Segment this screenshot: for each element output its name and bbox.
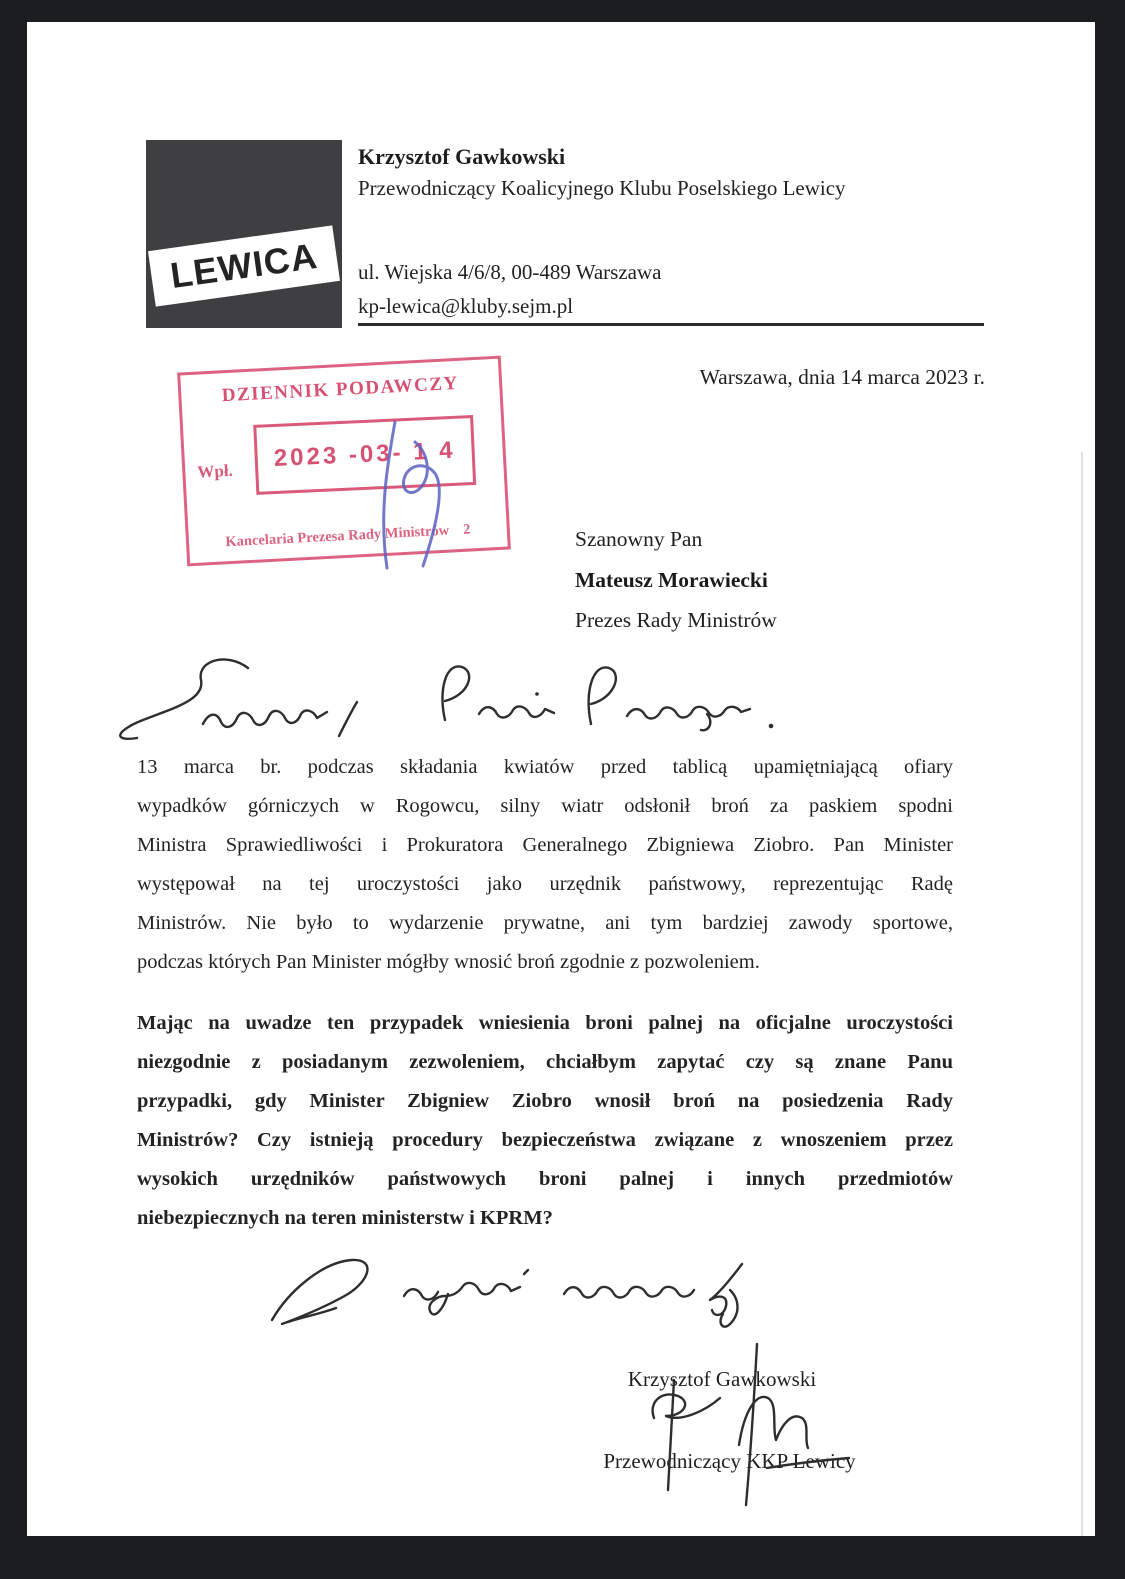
sender-email: kp-lewica@kluby.sejm.pl [358,294,574,318]
body-line: niebezpiecznych na teren ministerstw i KPRM? [137,1207,553,1229]
stamp-copy-number: 2 [462,521,471,538]
body-line: Mając na uwadze ten przypadek wniesienia broni palnej na oficjalne uroczystości [137,1012,953,1034]
body-line: podczas których Pan Minister mógłby wnosić broń zgodnie z pozwoleniem. [137,951,760,973]
stamp-office: Kancelaria Prezesa Rady Ministrów [225,522,450,551]
stamp-received-label: Wpł. [196,460,234,482]
sender-title: Przewodniczący Koalicyjnego Klubu Poselskiego Lewicy [358,176,846,200]
body-line: wysokich urzędników państwowych broni palnej i innych przedmiotów [137,1168,953,1190]
stamp-paraph-ink [357,418,452,573]
body-line: Ministrów? Czy istnieją procedury bezpieczeństwa związane z wnoszeniem przez [137,1129,953,1151]
body-paragraph-2 [137,1004,953,1238]
handwritten-closing [262,1250,792,1345]
stamp-received-date: 2023 -03- 1 4 [273,436,457,473]
body-line: Ministrów. Nie było to wydarzenie prywatne, ani tym bardziej zawody sportowe, [137,912,953,934]
lewica-logo [146,140,342,328]
letterhead-divider [358,323,984,326]
registry-stamp [177,356,511,567]
recipient-name: Mateusz Morawiecki [575,568,768,592]
lewica-logo-text: LEWICA [167,234,321,297]
handwritten-signature [617,1340,852,1532]
signature-title: Przewodniczący KKP Lewicy [603,1449,856,1473]
body-line: niezgodnie z posiadanym zezwoleniem, chciałbym zapytać czy są znane Panu [137,1051,953,1073]
handwritten-greeting [107,650,807,755]
body-paragraph-1 [137,748,953,982]
recipient-title: Prezes Rady Ministrów [575,608,777,632]
body-line: 13 marca br. podczas składania kwiatów przed tablicą upamiętniającą ofiary [137,756,953,778]
body-line: przypadki, gdy Minister Zbigniew Ziobro wnosił broń na posiedzenia Rady [137,1090,953,1112]
stamp-office-line [189,520,507,554]
dateline: Warszawa, dnia 14 marca 2023 r. [699,365,985,389]
recipient-salutation: Szanowny Pan [575,527,703,551]
sender-name: Krzysztof Gawkowski [358,144,566,169]
letter-page [27,22,1095,1536]
lewica-logo-banner [148,225,340,306]
scan-artifact-line [1081,452,1083,1536]
body-line: występował na tej uroczystości jako urzędnik państwowy, reprezentując Radę [137,873,953,895]
signature-name: Krzysztof Gawkowski [627,1367,817,1391]
body-line: wypadków górniczych w Rogowcu, silny wiatr odsłonił broń za paskiem spodni [137,795,953,817]
sender-address: ul. Wiejska 4/6/8, 00-489 Warszawa [358,260,662,284]
body-line: Ministra Sprawiedliwości i Prokuratora Generalnego Zbigniewa Ziobro. Pan Minister [137,834,953,856]
stamp-registry-title: DZIENNIK PODAWCZY [221,372,460,407]
